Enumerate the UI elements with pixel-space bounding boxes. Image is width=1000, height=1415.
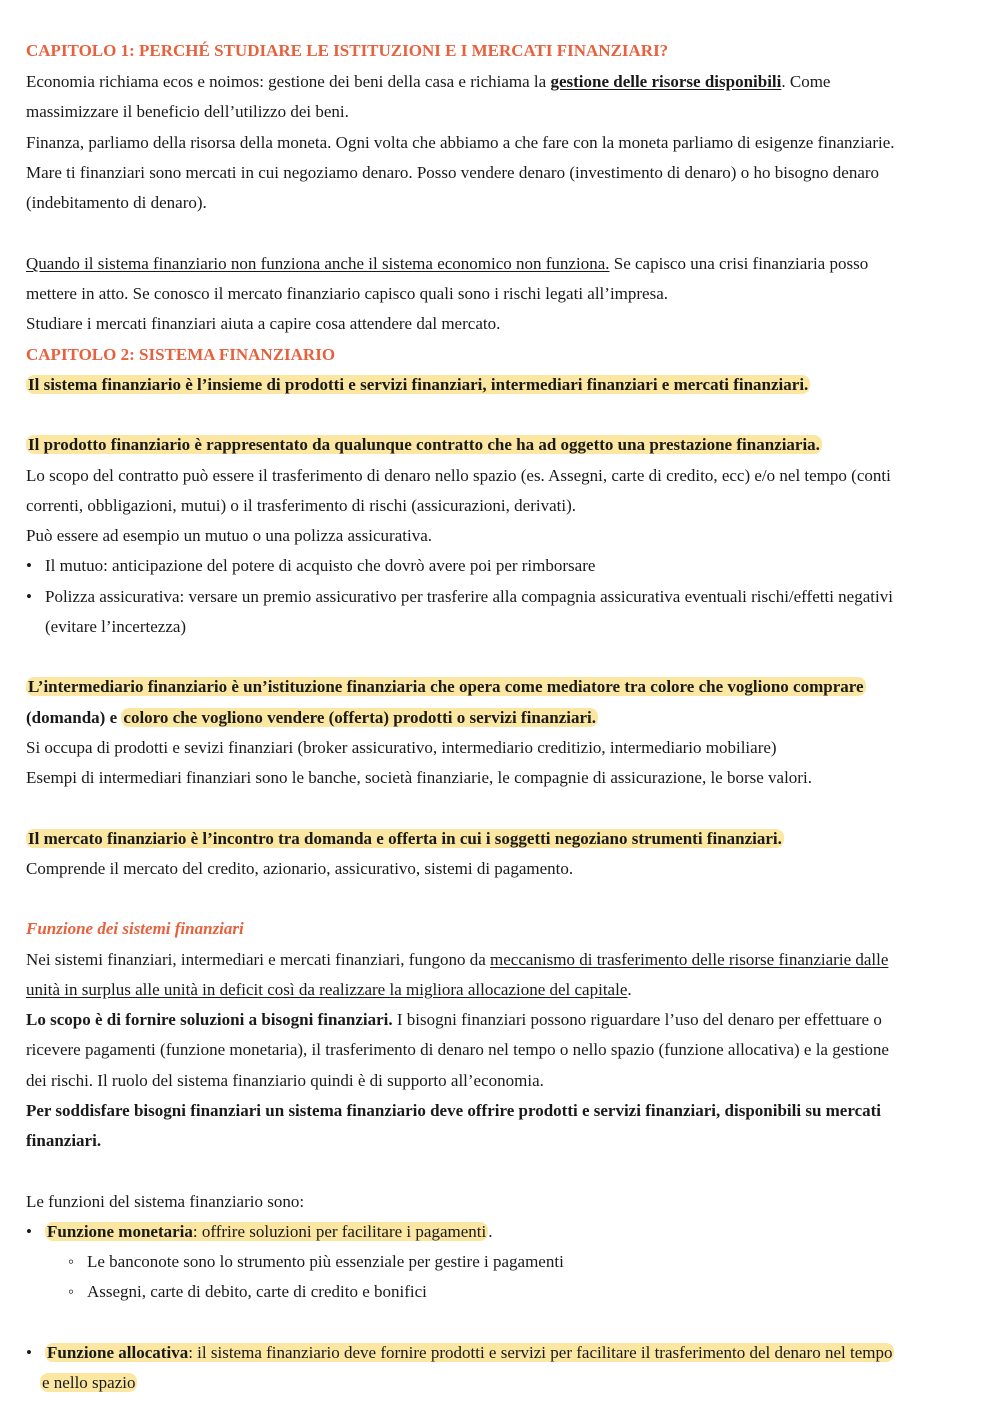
bullet-icon: •	[26, 1222, 32, 1241]
paragraph-line: (indebitamento di denaro).	[26, 193, 207, 212]
paragraph-line: correnti, obbligazioni, mutui) o il trasferimento di rischi (assicurazioni, derivati).	[26, 496, 576, 515]
sub-list-item: Le banconote sono lo strumento più essenziale per gestire i pagamenti	[87, 1252, 564, 1271]
highlighted-text: coloro che vogliono vendere (offerta) prodotti o servizi finanziari.	[123, 708, 597, 727]
bold-text: Lo scopo è di fornire soluzioni a bisogni finanziari.	[26, 1010, 393, 1029]
underlined-text: Quando il sistema finanziario non funziona anche il sistema economico non funziona.	[26, 254, 610, 273]
paragraph-line: finanziari.	[26, 1131, 102, 1150]
list-item: Polizza assicurativa: versare un premio assicurativo per trasferire alla compagnia assicurativa eventuali rischi/effetti negativi	[45, 587, 893, 606]
highlighted-text: L’intermediario finanziario è un’istituzione finanziaria che opera come mediatore tra colore che vogliono comprare	[28, 677, 864, 696]
list-item-allocative	[45, 1342, 894, 1364]
bold-text: Funzione monetaria	[47, 1222, 193, 1241]
paragraph-line: Si occupa di prodotti e sevizi finanziari (broker assicurativo, intermediario creditizio, intermediario mobiliare)	[26, 738, 777, 757]
paragraph-line: mettere in atto. Se conosco il mercato finanziario capisco quali sono i rischi legati all’impresa.	[26, 284, 669, 303]
text: : offrire soluzioni per facilitare i pagamenti	[192, 1222, 487, 1241]
sub-list-item: Assegni, carte di debito, carte di credito e bonifici	[87, 1282, 427, 1301]
paragraph-line	[26, 979, 632, 1001]
paragraph-line: Per soddisfare bisogni finanziari un sistema finanziario deve offrire prodotti e servizi finanziari, disponibili su mercati	[26, 1101, 882, 1120]
list-item-continuation	[40, 1372, 137, 1394]
text: (domanda) e	[26, 708, 122, 727]
definition-financial-system	[26, 374, 810, 396]
text: I bisogni finanziari possono riguardare l’uso del denaro per effettuare o	[392, 1010, 882, 1029]
section-title: Funzione dei sistemi finanziari	[26, 919, 244, 938]
text: Economia richiama ecos e noimos: gestione dei beni della casa e richiama la	[26, 72, 551, 91]
highlighted-text: Il prodotto finanziario è rappresentato da qualunque contratto che ha ad oggetto una prestazione finanziaria.	[28, 435, 820, 454]
paragraph-line: Esempi di intermediari finanziari sono le banche, società finanziarie, le compagnie di assicurazione, le borse valori.	[26, 768, 812, 787]
paragraph-line: ricevere pagamenti (funzione monetaria), il trasferimento di denaro nel tempo o nello spazio (funzione allocativa) e la gestione	[26, 1040, 889, 1059]
list-item-monetary	[45, 1221, 492, 1243]
underlined-text: meccanismo di trasferimento delle risorse finanziarie dalle	[490, 950, 889, 969]
highlighted-text: Il mercato finanziario è l’incontro tra domanda e offerta in cui i soggetti negoziano strumenti finanziari.	[28, 829, 782, 848]
highlighted-text: e nello spazio	[42, 1373, 136, 1392]
paragraph-line: Comprende il mercato del credito, azionario, assicurativo, sistemi di pagamento.	[26, 859, 574, 878]
paragraph-line: Studiare i mercati finanziari aiuta a capire cosa attendere dal mercato.	[26, 314, 501, 333]
paragraph	[26, 1009, 882, 1031]
paragraph-line: dei rischi. Il ruolo del sistema finanziario quindi è di supporto all’economia.	[26, 1071, 544, 1090]
paragraph-line: Lo scopo del contratto può essere il trasferimento di denaro nello spazio (es. Assegni, carte di credito, ecc) e/o nel tempo (conti	[26, 466, 891, 485]
bullet-icon: •	[26, 587, 32, 606]
paragraph-line: massimizzare il beneficio dell’utilizzo dei beni.	[26, 102, 349, 121]
text: .	[488, 1222, 493, 1241]
text: . Come	[781, 72, 831, 91]
list-item-continuation: (evitare l’incertezza)	[45, 617, 187, 636]
definition-financial-product	[26, 434, 822, 456]
bold-text: Funzione allocativa	[47, 1343, 189, 1362]
underlined-text: unità in surplus alle unità in deficit così da realizzare la migliora allocazione del capitale	[26, 980, 628, 999]
underlined-text: gestione delle risorse disponibili	[550, 72, 782, 91]
paragraph	[26, 949, 888, 971]
chapter-1-title: CAPITOLO 1: PERCHÉ STUDIARE LE ISTITUZIONI E I MERCATI FINANZIARI?	[26, 41, 669, 60]
text: : il sistema finanziario deve fornire prodotti e servizi per facilitare il trasferimento del denaro nel tempo	[188, 1343, 893, 1362]
sub-bullet-icon: ◦	[68, 1282, 75, 1301]
paragraph-line: Mare ti finanziari sono mercati in cui negoziamo denaro. Posso vendere denaro (investimento di denaro) o ho bisogno denaro	[26, 163, 880, 182]
paragraph	[26, 253, 868, 275]
list-item: Il mutuo: anticipazione del potere di acquisto che dovrò avere poi per rimborsare	[45, 556, 596, 575]
chapter-2-title: CAPITOLO 2: SISTEMA FINANZIARIO	[26, 345, 336, 364]
paragraph	[26, 71, 830, 93]
paragraph-line: Può essere ad esempio un mutuo o una polizza assicurativa.	[26, 526, 432, 545]
paragraph-line: Finanza, parliamo della risorsa della moneta. Ogni volta che abbiamo a che fare con la moneta parliamo di esigenze finanziarie.	[26, 133, 895, 152]
bullet-icon: •	[26, 556, 32, 575]
text: Nei sistemi finanziari, intermediari e mercati finanziari, fungono da	[26, 950, 491, 969]
sub-bullet-icon: ◦	[68, 1252, 75, 1271]
highlighted-text	[45, 1343, 894, 1362]
definition-market	[26, 828, 784, 850]
definition-intermediary-cont	[26, 707, 598, 729]
highlighted-text: Il sistema finanziario è l’insieme di prodotti e servizi finanziari, intermediari finanziari e mercati finanziari.	[28, 375, 809, 394]
text: .	[627, 980, 632, 999]
definition-intermediary	[26, 676, 866, 698]
text: Se capisco una crisi finanziaria posso	[609, 254, 869, 273]
list-intro: Le funzioni del sistema finanziario sono:	[26, 1192, 305, 1211]
bullet-icon: •	[26, 1343, 32, 1362]
highlighted-text	[45, 1222, 488, 1241]
